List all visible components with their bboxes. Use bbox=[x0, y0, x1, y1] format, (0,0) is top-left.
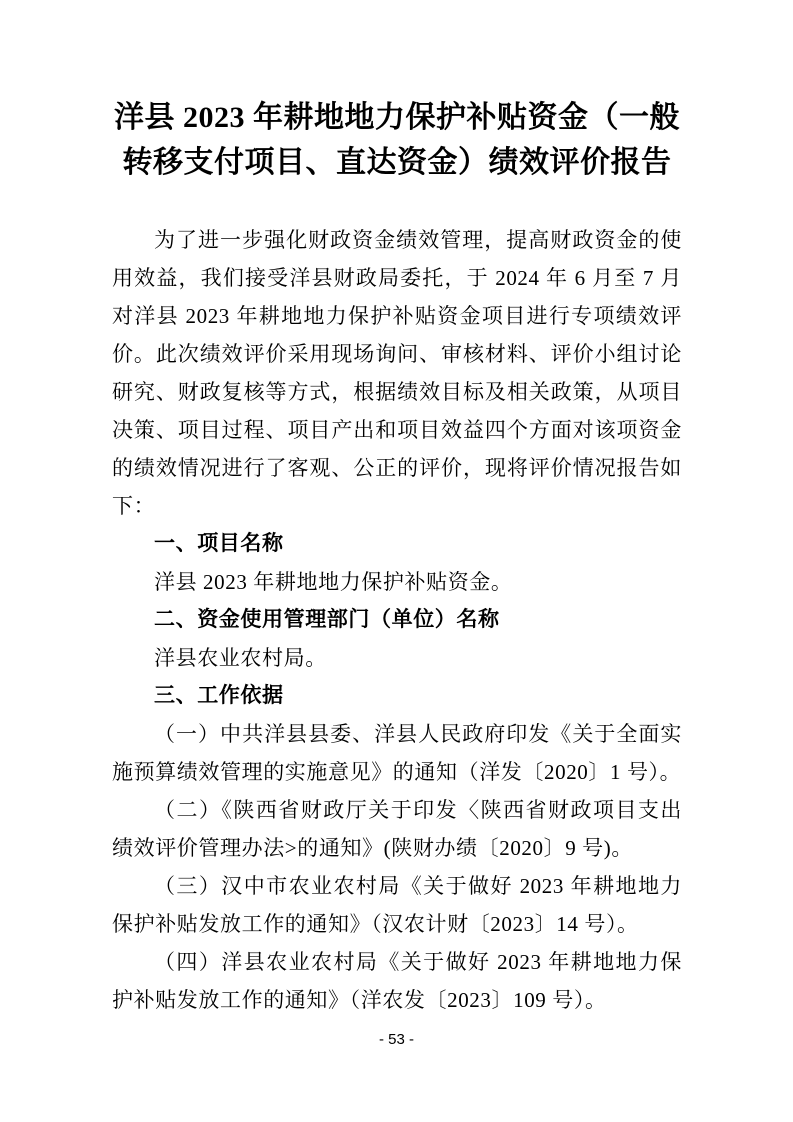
section-2-body: 洋县农业农村局。 bbox=[154, 646, 327, 670]
section-2-heading: 二、资金使用管理部门（单位）名称 bbox=[154, 608, 500, 631]
title-spacer bbox=[112, 185, 682, 221]
page-number: - 53 - bbox=[378, 1031, 414, 1048]
section-3-item-4-paragraph: （四）洋县农业农村局《关于做好 2023 年耕地地力保护补贴发放工作的通知》（洋农发〔2023〕109 号）。 bbox=[112, 950, 682, 1012]
section-3-item-2-paragraph: （二）《陕西省财政厅关于印发〈陕西省财政项目支出绩效评价管理办法>的通知》(陕财办绩〔2020〕9 号)。 bbox=[112, 798, 682, 860]
document-title bbox=[112, 95, 682, 185]
section-1-heading: 一、项目名称 bbox=[154, 532, 284, 555]
section-3-heading: 三、工作依据 bbox=[154, 684, 284, 707]
document-title-line-1: 洋县 2023 年耕地地力保护补贴资金（一般 bbox=[114, 101, 680, 134]
intro-paragraph: 为了进一步强化财政资金绩效管理，提高财政资金的使用效益，我们接受洋县财政局委托，于 2024 年 6 月至 7 月对洋县 2023 年耕地地力保护补贴资金项目进行专项绩效评价。此次绩效评价采用现场询问、审核材料、评价小组讨论研究、财政复核等方式，根据绩效目标及相关政策，从项目决策、项目过程、项目产出和项目效益四个方面对该项资金的绩效情况进行了客观、公正的评价，现将评价情况报告如下： bbox=[112, 228, 682, 518]
section-1-body: 洋县 2023 年耕地地力保护补贴资金。 bbox=[154, 570, 513, 594]
section-3-item-1-paragraph: （一）中共洋县县委、洋县人民政府印发《关于全面实施预算绩效管理的实施意见》的通知（洋发〔2020〕1 号）。 bbox=[112, 722, 682, 784]
document-content bbox=[112, 95, 682, 1019]
section-3-item-3-paragraph: （三）汉中市农业农村局《关于做好 2023 年耕地地力保护补贴发放工作的通知》（汉农计财〔2023〕14 号）。 bbox=[112, 874, 682, 936]
document-title-line-2: 转移支付项目、直达资金）绩效评价报告 bbox=[122, 146, 672, 179]
